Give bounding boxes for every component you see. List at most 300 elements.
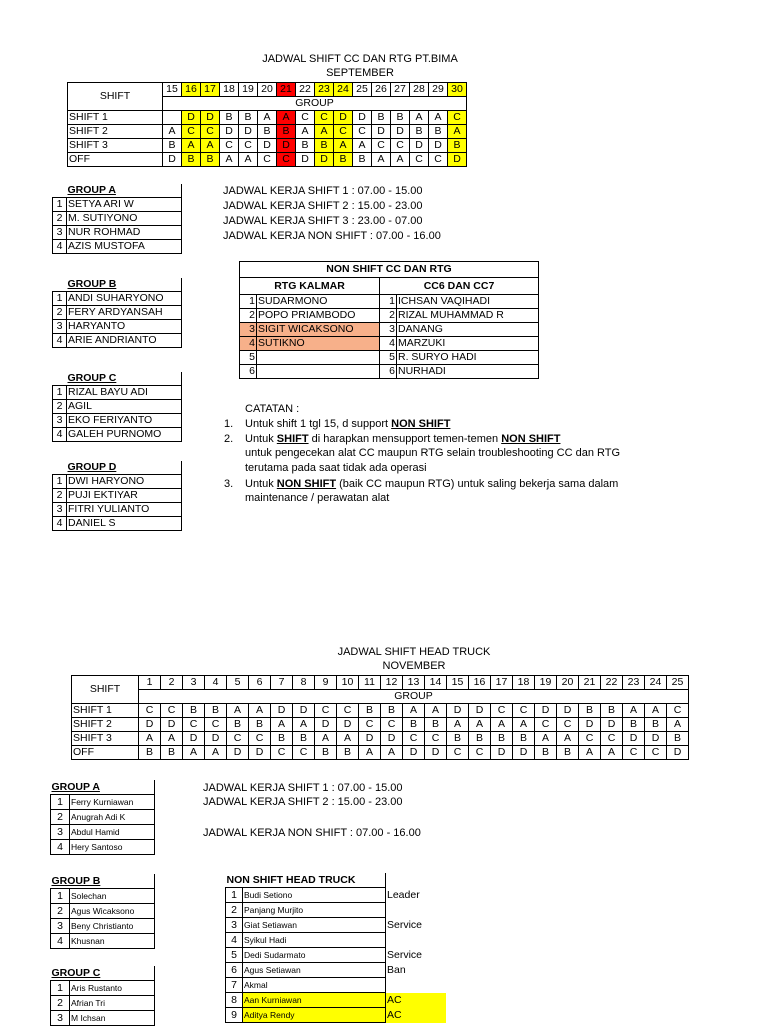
day-21: 21 — [579, 676, 601, 690]
shift-cell: D — [601, 718, 623, 732]
nonshift-name: Giat Setiawan — [243, 918, 386, 933]
shift-cell: C — [220, 139, 239, 153]
nonshift-row — [240, 309, 539, 323]
shift-cell: C — [403, 732, 425, 746]
shift-cell: B — [513, 732, 535, 746]
shift-cell: A — [296, 125, 315, 139]
cc-name: ICHSAN VAQIHADI — [397, 295, 539, 309]
shift-header: SHIFT — [68, 83, 163, 111]
day-5: 5 — [227, 676, 249, 690]
shift-cell: D — [667, 746, 689, 760]
shift-cell: A — [334, 139, 353, 153]
work-hours-3: JADWAL KERJA SHIFT 3 : 23.00 - 07.00 — [223, 215, 423, 227]
shift-cell: C — [447, 746, 469, 760]
shift-cell: A — [372, 153, 391, 167]
sep-month: SEPTEMBER — [326, 67, 394, 79]
nov-month: NOVEMBER — [382, 660, 446, 672]
shift-cell: C — [448, 111, 467, 125]
day-26: 26 — [372, 83, 391, 97]
nonshift-cc-rtg-table — [239, 261, 539, 379]
nonshift-role — [386, 978, 447, 993]
shift-cell: D — [201, 111, 220, 125]
note-3: Untuk NON SHIFT (baik CC maupun RTG) untuk saling bekerja sama dalam — [245, 478, 619, 490]
day-16: 16 — [182, 83, 201, 97]
nonshift-role — [386, 903, 447, 918]
shift-cell: B — [182, 153, 201, 167]
day-14: 14 — [425, 676, 447, 690]
day-20: 20 — [258, 83, 277, 97]
day-10: 10 — [337, 676, 359, 690]
day-23: 23 — [623, 676, 645, 690]
shift-cell: B — [205, 704, 227, 718]
shift-cell: B — [372, 111, 391, 125]
shift-cell: D — [403, 746, 425, 760]
group-table-c — [52, 372, 182, 442]
shift-cell: A — [337, 732, 359, 746]
member-name: GALEH PURNOMO — [67, 428, 182, 442]
nonshift-ht-row — [226, 1008, 447, 1023]
shift-cell: B — [293, 732, 315, 746]
rtg-number: 4 — [240, 337, 257, 351]
member-number: 3 — [51, 1011, 70, 1026]
shift-cell: B — [271, 732, 293, 746]
nonshift-name: Syikul Hadi — [243, 933, 386, 948]
shift-cell: A — [315, 125, 334, 139]
shift-cell: C — [372, 139, 391, 153]
shift-cell: A — [359, 746, 381, 760]
member-name: AZIS MUSTOFA — [67, 240, 182, 254]
note-3-line-2: maintenance / perawatan alat — [245, 492, 390, 504]
shift-cell: C — [271, 746, 293, 760]
group-name: GROUP B — [67, 278, 182, 292]
shift-label: OFF — [72, 746, 139, 760]
nonshift-number: 6 — [226, 963, 243, 978]
day-15: 15 — [163, 83, 182, 97]
note-2-line-2: untuk pengecekan alat CC maupun RTG selain troubleshooting CC dan RTG — [245, 447, 621, 459]
shift-cell: A — [163, 125, 182, 139]
day-24: 24 — [645, 676, 667, 690]
day-19: 19 — [239, 83, 258, 97]
rtg-name: SIGIT WICAKSONO — [257, 323, 380, 337]
group-name: GROUP A — [67, 184, 182, 198]
shift-cell: D — [410, 139, 429, 153]
cc-name: DANANG — [397, 323, 539, 337]
day-17: 17 — [201, 83, 220, 97]
shift-cell: C — [227, 732, 249, 746]
shift-cell: B — [410, 125, 429, 139]
shift-cell: A — [448, 125, 467, 139]
group-name: GROUP A — [51, 780, 155, 795]
shift-cell: D — [645, 732, 667, 746]
shift-cell: B — [667, 732, 689, 746]
shift-cell: C — [249, 732, 271, 746]
member-number: 2 — [51, 996, 70, 1011]
shift-cell: B — [469, 732, 491, 746]
shift-row — [72, 746, 689, 760]
shift-cell: C — [258, 153, 277, 167]
cc-number: 3 — [380, 323, 397, 337]
shift-cell: B — [353, 153, 372, 167]
shift-cell: C — [359, 718, 381, 732]
shift-cell: B — [557, 746, 579, 760]
nonshift-number: 4 — [226, 933, 243, 948]
shift-cell: D — [448, 153, 467, 167]
shift-cell: D — [205, 732, 227, 746]
member-name: Ferry Kurniawan — [70, 795, 155, 810]
shift-cell: D — [182, 111, 201, 125]
shift-cell: B — [220, 111, 239, 125]
shift-cell: C — [535, 718, 557, 732]
shift-cell: D — [271, 704, 293, 718]
member-number: 3 — [53, 226, 67, 240]
member-number: 4 — [51, 934, 70, 949]
shift-cell: A — [183, 746, 205, 760]
member-name: DWI HARYONO — [67, 475, 182, 489]
shift-cell: D — [227, 746, 249, 760]
shift-cell: A — [410, 111, 429, 125]
group-name: GROUP D — [67, 461, 182, 475]
shift-cell: B — [425, 718, 447, 732]
nonshift-row — [240, 323, 539, 337]
member-number: 2 — [53, 212, 67, 226]
day-13: 13 — [403, 676, 425, 690]
rtg-number: 6 — [240, 365, 257, 379]
member-number: 1 — [53, 475, 67, 489]
ht-group-table-c — [50, 966, 155, 1026]
day-30: 30 — [448, 83, 467, 97]
shift-cell — [163, 111, 182, 125]
sep-title: JADWAL SHIFT CC DAN RTG PT.BIMA — [262, 53, 458, 65]
member-number: 3 — [53, 503, 67, 517]
nonshift-head-truck-table — [225, 873, 446, 1023]
member-number: 3 — [53, 414, 67, 428]
shift-cell: B — [334, 153, 353, 167]
group-table-b — [52, 278, 182, 348]
rtg-number: 5 — [240, 351, 257, 365]
nonshift-name: Aditya Rendy — [243, 1008, 386, 1023]
nov-schedule-table — [71, 675, 689, 760]
shift-cell: B — [429, 125, 448, 139]
member-name: EKO FERIYANTO — [67, 414, 182, 428]
nonshift-role: Leader — [386, 888, 447, 903]
member-number: 1 — [53, 198, 67, 212]
member-number: 4 — [51, 840, 70, 855]
shift-cell: C — [410, 153, 429, 167]
shift-cell: B — [139, 746, 161, 760]
cc-number: 2 — [380, 309, 397, 323]
day-22: 22 — [296, 83, 315, 97]
nonshift-number: 8 — [226, 993, 243, 1008]
nonshift-role: Service — [386, 948, 447, 963]
shift-row — [72, 718, 689, 732]
day-17: 17 — [491, 676, 513, 690]
shift-cell: A — [353, 139, 372, 153]
shift-cell: B — [359, 704, 381, 718]
shift-label: SHIFT 1 — [68, 111, 163, 125]
shift-cell: C — [293, 746, 315, 760]
shift-cell: D — [163, 153, 182, 167]
member-number: 4 — [53, 428, 67, 442]
shift-cell: C — [296, 111, 315, 125]
shift-cell: A — [469, 718, 491, 732]
shift-cell: D — [315, 153, 334, 167]
shift-cell: C — [469, 746, 491, 760]
member-number: 1 — [51, 889, 70, 904]
shift-cell: A — [623, 704, 645, 718]
shift-cell: D — [429, 139, 448, 153]
member-name: SETYA ARI W — [67, 198, 182, 212]
group-name: GROUP B — [51, 874, 155, 889]
rtg-name: SUTIKNO — [257, 337, 380, 351]
ht-work-hours-2: JADWAL KERJA SHIFT 2 : 15.00 - 23.00 — [203, 796, 403, 808]
shift-cell: B — [601, 704, 623, 718]
rtg-number: 1 — [240, 295, 257, 309]
work-hours-1: JADWAL KERJA SHIFT 1 : 07.00 - 15.00 — [223, 185, 423, 197]
member-name: Hery Santoso — [70, 840, 155, 855]
nonshift-number: 9 — [226, 1008, 243, 1023]
shift-cell: D — [296, 153, 315, 167]
nonshift-role: Ban — [386, 963, 447, 978]
member-number: 1 — [53, 292, 67, 306]
sep-schedule-table — [67, 82, 467, 167]
nonshift-name: Agus Setiawan — [243, 963, 386, 978]
shift-cell: D — [447, 704, 469, 718]
shift-cell: A — [429, 111, 448, 125]
shift-row — [68, 111, 467, 125]
nonshift-ht-row — [226, 948, 447, 963]
nonshift-role — [386, 933, 447, 948]
shift-cell: B — [249, 718, 271, 732]
shift-cell: D — [220, 125, 239, 139]
shift-cell: A — [220, 153, 239, 167]
shift-cell: D — [491, 746, 513, 760]
shift-cell: A — [667, 718, 689, 732]
shift-cell: A — [447, 718, 469, 732]
member-name: Beny Christianto — [70, 919, 155, 934]
shift-cell: A — [182, 139, 201, 153]
nonshift-role: AC — [386, 1008, 447, 1023]
shift-cell: C — [491, 704, 513, 718]
shift-cell: A — [645, 704, 667, 718]
rtg-kalmar-header: RTG KALMAR — [240, 278, 380, 295]
shift-cell: D — [161, 718, 183, 732]
shift-cell: C — [315, 704, 337, 718]
shift-cell: D — [381, 732, 403, 746]
shift-cell: C — [513, 704, 535, 718]
cc-name: RIZAL MUHAMMAD R — [397, 309, 539, 323]
shift-label: SHIFT 2 — [68, 125, 163, 139]
day-20: 20 — [557, 676, 579, 690]
rtg-number: 2 — [240, 309, 257, 323]
shift-cell: C — [239, 139, 258, 153]
day-27: 27 — [391, 83, 410, 97]
group-table-a — [52, 184, 182, 254]
member-name: RIZAL BAYU ADI — [67, 386, 182, 400]
shift-cell: D — [372, 125, 391, 139]
nonshift-title: NON SHIFT CC DAN RTG — [240, 262, 539, 278]
group-name: GROUP C — [67, 372, 182, 386]
rtg-name — [257, 365, 380, 379]
shift-row — [68, 139, 467, 153]
member-number: 2 — [51, 904, 70, 919]
member-name: AGIL — [67, 400, 182, 414]
nonshift-row — [240, 337, 539, 351]
shift-cell: C — [161, 704, 183, 718]
shift-cell: A — [293, 718, 315, 732]
cc-number: 1 — [380, 295, 397, 309]
day-2: 2 — [161, 676, 183, 690]
member-name: Afrian Tri — [70, 996, 155, 1011]
shift-cell: C — [557, 718, 579, 732]
shift-cell: D — [623, 732, 645, 746]
day-19: 19 — [535, 676, 557, 690]
nonshift-number: 2 — [226, 903, 243, 918]
member-name: FITRI YULIANTO — [67, 503, 182, 517]
shift-cell: B — [161, 746, 183, 760]
shift-cell: B — [579, 704, 601, 718]
shift-row — [68, 153, 467, 167]
shift-cell: A — [513, 718, 535, 732]
shift-label: OFF — [68, 153, 163, 167]
shift-cell: C — [579, 732, 601, 746]
shift-label: SHIFT 3 — [68, 139, 163, 153]
day-9: 9 — [315, 676, 337, 690]
member-name: FERY ARDYANSAH — [67, 306, 182, 320]
shift-cell: D — [315, 718, 337, 732]
shift-cell: A — [391, 153, 410, 167]
shift-label: SHIFT 1 — [72, 704, 139, 718]
shift-cell: A — [205, 746, 227, 760]
cc-number: 5 — [380, 351, 397, 365]
shift-cell: C — [667, 704, 689, 718]
shift-cell: B — [391, 111, 410, 125]
day-8: 8 — [293, 676, 315, 690]
note-2-num: 2. — [224, 433, 234, 445]
shift-cell: B — [239, 111, 258, 125]
shift-cell: B — [315, 139, 334, 153]
shift-cell: A — [381, 746, 403, 760]
nonshift-ht-row — [226, 888, 447, 903]
day-23: 23 — [315, 83, 334, 97]
shift-cell: B — [227, 718, 249, 732]
shift-cell: B — [183, 704, 205, 718]
rtg-number: 3 — [240, 323, 257, 337]
member-number: 3 — [53, 320, 67, 334]
shift-row — [72, 704, 689, 718]
shift-cell: B — [447, 732, 469, 746]
shift-label: SHIFT 3 — [72, 732, 139, 746]
member-number: 3 — [51, 825, 70, 840]
shift-cell: D — [425, 746, 447, 760]
shift-cell: A — [579, 746, 601, 760]
shift-cell: D — [277, 139, 296, 153]
shift-cell: C — [139, 704, 161, 718]
shift-cell: C — [425, 732, 447, 746]
shift-cell: C — [429, 153, 448, 167]
day-12: 12 — [381, 676, 403, 690]
member-number: 2 — [53, 489, 67, 503]
day-21: 21 — [277, 83, 296, 97]
member-name: ARIE ANDRIANTO — [67, 334, 182, 348]
shift-cell: A — [249, 704, 271, 718]
shift-cell: B — [645, 718, 667, 732]
shift-cell: B — [315, 746, 337, 760]
group-header: GROUP — [139, 690, 689, 704]
shift-cell: B — [296, 139, 315, 153]
shift-cell: C — [381, 718, 403, 732]
cc-name: NURHADI — [397, 365, 539, 379]
shift-cell: B — [535, 746, 557, 760]
shift-cell: D — [293, 704, 315, 718]
nonshift-ht-title: NON SHIFT HEAD TRUCK — [226, 873, 386, 888]
shift-cell: C — [353, 125, 372, 139]
shift-cell: C — [277, 153, 296, 167]
shift-cell: C — [391, 139, 410, 153]
member-number: 4 — [53, 240, 67, 254]
rtg-name: SUDARMONO — [257, 295, 380, 309]
shift-cell: B — [258, 125, 277, 139]
cc-number: 6 — [380, 365, 397, 379]
day-4: 4 — [205, 676, 227, 690]
shift-cell: B — [381, 704, 403, 718]
member-name: Agus Wicaksono — [70, 904, 155, 919]
nonshift-ht-row — [226, 918, 447, 933]
member-name: M. SUTIYONO — [67, 212, 182, 226]
shift-cell: D — [391, 125, 410, 139]
shift-cell: A — [601, 746, 623, 760]
shift-cell: A — [425, 704, 447, 718]
day-25: 25 — [667, 676, 689, 690]
day-25: 25 — [353, 83, 372, 97]
nonshift-row — [240, 295, 539, 309]
rtg-name: POPO PRIAMBODO — [257, 309, 380, 323]
shift-cell: C — [334, 125, 353, 139]
shift-cell: C — [645, 746, 667, 760]
cc-name: MARZUKI — [397, 337, 539, 351]
nonshift-name: Panjang Murjito — [243, 903, 386, 918]
nonshift-name: Akmal — [243, 978, 386, 993]
day-1: 1 — [139, 676, 161, 690]
member-name: Khusnan — [70, 934, 155, 949]
nonshift-number: 1 — [226, 888, 243, 903]
note-2: Untuk SHIFT di harapkan mensupport temen-temen NON SHIFT — [245, 433, 561, 445]
shift-cell: D — [557, 704, 579, 718]
shift-cell: A — [557, 732, 579, 746]
nonshift-number: 5 — [226, 948, 243, 963]
shift-cell: C — [337, 704, 359, 718]
shift-cell: A — [139, 732, 161, 746]
shift-cell: A — [315, 732, 337, 746]
shift-cell: B — [623, 718, 645, 732]
shift-cell: D — [139, 718, 161, 732]
shift-cell: B — [201, 153, 220, 167]
shift-cell: B — [491, 732, 513, 746]
shift-cell: C — [601, 732, 623, 746]
shift-cell: D — [334, 111, 353, 125]
shift-cell: D — [579, 718, 601, 732]
nonshift-number: 7 — [226, 978, 243, 993]
member-name: PUJI EKTIYAR — [67, 489, 182, 503]
nonshift-name: Budi Setiono — [243, 888, 386, 903]
shift-cell: B — [277, 125, 296, 139]
shift-cell: D — [513, 746, 535, 760]
nonshift-ht-row — [226, 933, 447, 948]
shift-cell: D — [469, 704, 491, 718]
day-6: 6 — [249, 676, 271, 690]
day-24: 24 — [334, 83, 353, 97]
cc6-cc7-header: CC6 DAN CC7 — [380, 278, 539, 295]
shift-cell: A — [258, 111, 277, 125]
